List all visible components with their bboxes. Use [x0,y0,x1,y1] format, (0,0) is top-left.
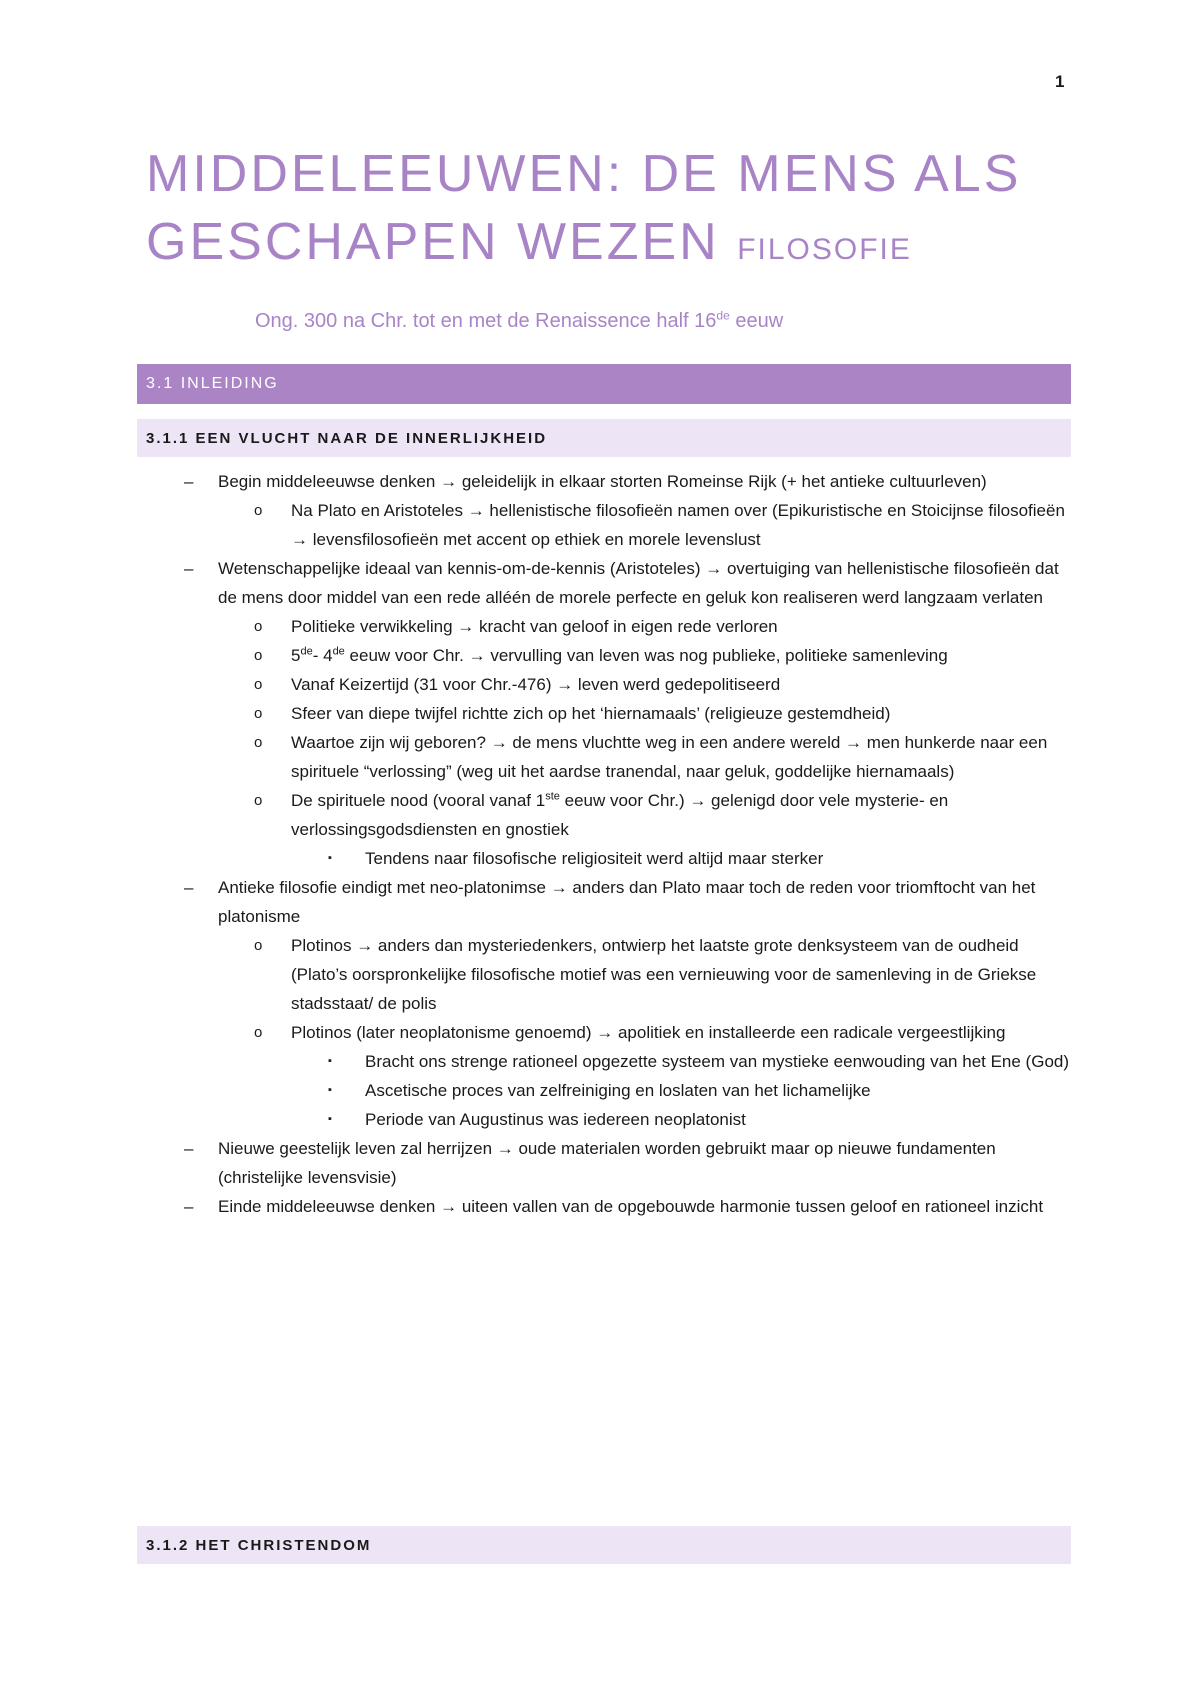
square-bullet: ▪ [328,1084,332,1096]
dash-bullet: – [184,559,194,578]
section-heading-3-1-1: 3.1.1 EEN VLUCHT NAAR DE INNERLIJKHEID [137,419,1071,457]
list-item: o Vanaf Keizertijd (31 voor Chr.-476) → leven werd gedepolitiseerd [180,670,1070,699]
list-item: – Einde middeleeuwse denken → uiteen vallen van de opgebouwde harmonie tussen geloof en rationeel inzicht [180,1192,1070,1221]
list-item: o Politieke verwikkeling → kracht van geloof in eigen rede verloren [180,612,1070,641]
circle-bullet: o [254,792,263,809]
page-title [146,140,1086,284]
list-item: – Begin middeleeuwse denken → geleidelijk in elkaar storten Romeinse Rijk (+ het antieke cultuurleven) [180,467,1070,496]
dash-bullet: – [184,472,194,491]
list-item: – Antieke filosofie eindigt met neo-platonimse → anders dan Plato maar toch de reden voor triomftocht van het platonisme [180,873,1070,931]
circle-bullet: o [254,618,263,635]
list-item: ▪ Periode van Augustinus was iedereen neoplatonist [180,1105,1070,1134]
section-heading-3-1: 3.1 INLEIDING [137,364,1071,404]
section-body [180,467,1070,1221]
dash-bullet: – [184,1139,194,1158]
circle-bullet: o [254,937,263,954]
list-item: o Na Plato en Aristoteles → hellenistische filosofieën namen over (Epikuristische en Stoicijnse filosofieën → levensfilosofieën met accent op ethiek en morele levenslust [180,496,1070,554]
circle-bullet: o [254,1024,263,1041]
circle-bullet: o [254,705,263,722]
square-bullet: ▪ [328,852,332,864]
list-item: o Plotinos → anders dan mysteriedenkers, ontwierp het laatste grote denksysteem van de oudheid (Plato’s oorspronkelijke filosofische motief was een vernieuwing voor de samenleving in de Griekse stadsstaat/ de polis [180,931,1070,1018]
list-item: ▪ Bracht ons strenge rationeel opgezette systeem van mystieke eenwouding van het Ene (God) [180,1047,1070,1076]
list-item: ▪ Tendens naar filosofische religiositeit werd altijd maar sterker [180,844,1070,873]
circle-bullet: o [254,502,263,519]
dash-bullet: – [184,1197,194,1216]
circle-bullet: o [254,734,263,751]
section-heading-3-1-2: 3.1.2 HET CHRISTENDOM [137,1526,1071,1564]
period-text: Ong. 300 na Chr. tot en met de Renaissence half 16 [255,310,717,332]
period-tail: eeuw [729,310,784,332]
page-number: 1 [1055,72,1065,91]
list-item: – Nieuwe geestelijk leven zal herrijzen → oude materialen worden gebruikt maar op nieuwe fundamenten (christelijke levensvisie) [180,1134,1070,1192]
list-item: ▪ Ascetische proces van zelfreiniging en loslaten van het lichamelijke [180,1076,1070,1105]
dash-bullet: – [184,878,194,897]
list-item: o Sfeer van diepe twijfel richtte zich op het ‘hiernamaals’ (religieuze gestemdheid) [180,699,1070,728]
list-item: o Waartoe zijn wij geboren? → de mens vluchtte weg in een andere wereld → men hunkerde naar een spirituele “verlossing” (weg uit het aardse tranendal, naar geluk, goddelijke hiernamaals) [180,728,1070,786]
square-bullet: ▪ [328,1055,332,1067]
circle-bullet: o [254,676,263,693]
period-line [255,310,783,333]
period-sup: de [716,308,730,323]
list-item: – Wetenschappelijke ideaal van kennis-om-de-kennis (Aristoteles) → overtuiging van hellenistische filosofieën dat de mens door middel van een rede alléén de morele perfecte en geluk kon realiseren werd langzaam verlaten [180,554,1070,612]
title-main: MIDDELEEUWEN: DE MENS ALS GESCHAPEN WEZEN [146,145,1022,271]
list-item: o Plotinos (later neoplatonisme genoemd) → apolitiek en installeerde een radicale vergeestlijking [180,1018,1070,1047]
square-bullet: ▪ [328,1113,332,1125]
list-item: o 5de- 4de eeuw voor Chr. → vervulling van leven was nog publieke, politieke samenleving [180,641,1070,670]
title-subtitle: FILOSOFIE [737,233,912,266]
circle-bullet: o [254,647,263,664]
list-item: o De spirituele nood (vooral vanaf 1ste eeuw voor Chr.) → gelenigd door vele mysterie- en verlossingsgodsdiensten en gnostiek [180,786,1070,844]
